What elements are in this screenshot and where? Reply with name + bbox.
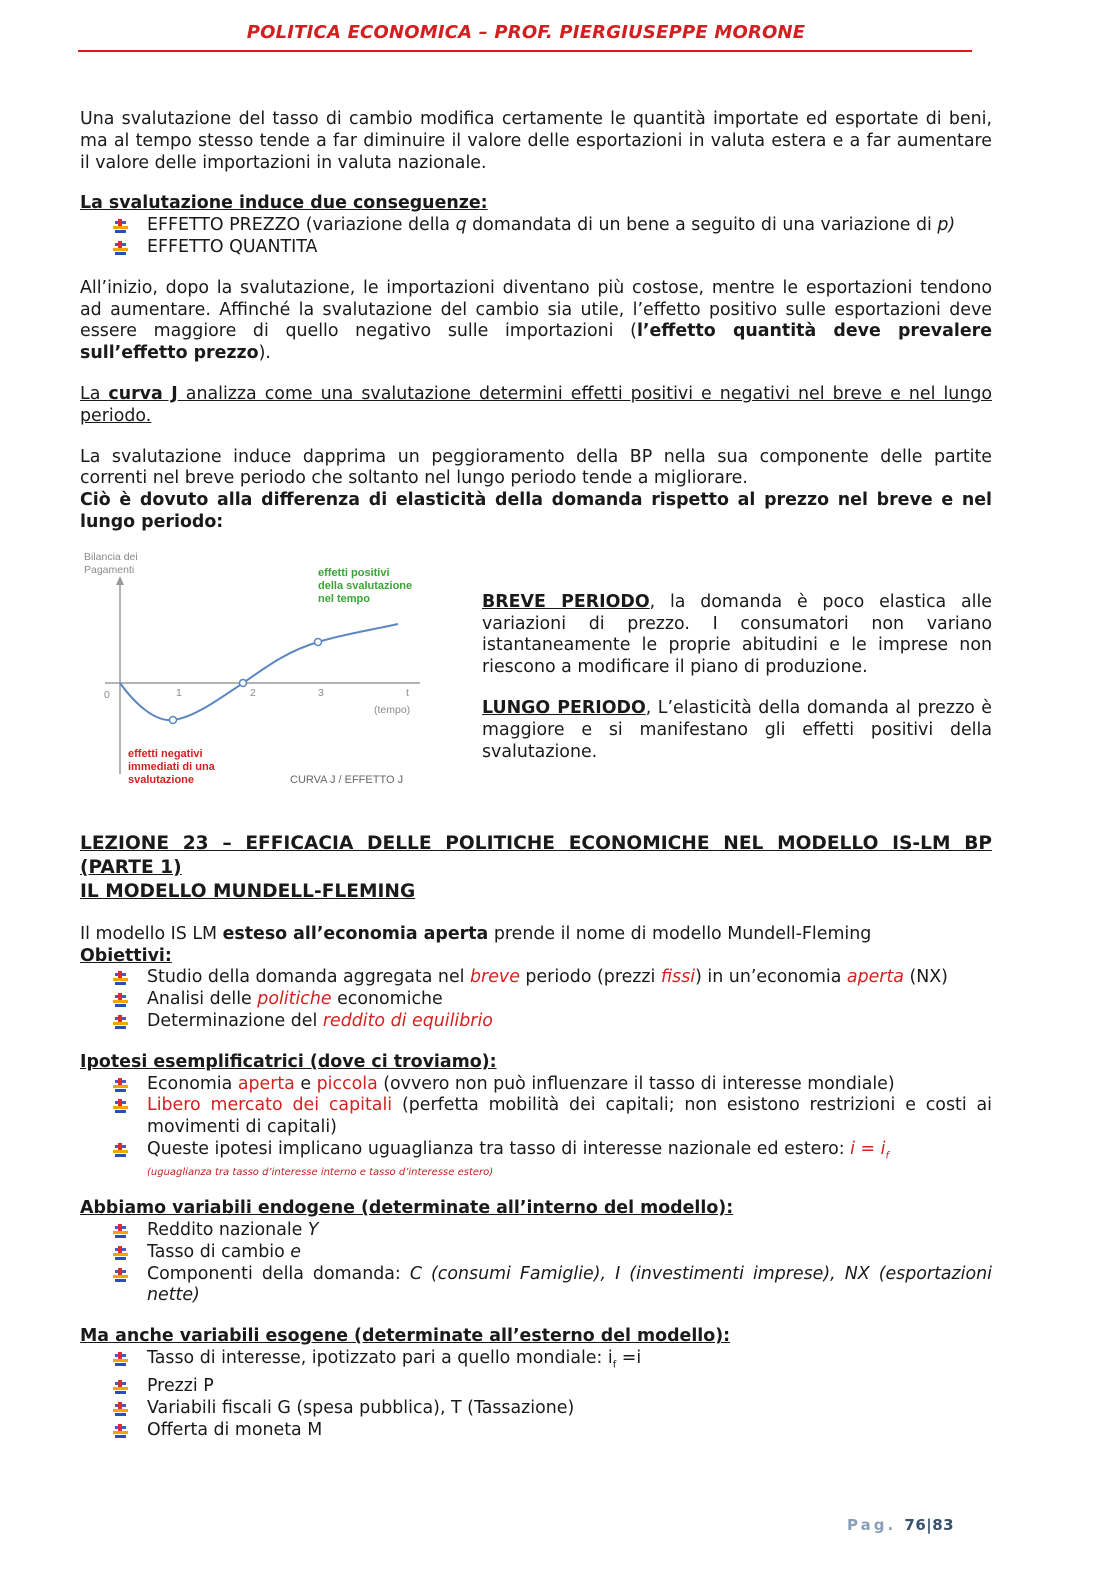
- objective1-a: Studio della domanda aggregata nel: [147, 967, 471, 988]
- effect-price-a: EFFETTO PREZZO (variazione della: [147, 215, 456, 236]
- objective2-b: economiche: [331, 989, 443, 1010]
- endogenous-list: [80, 1220, 992, 1307]
- objective2-red: politiche: [257, 989, 332, 1010]
- page-content: [80, 109, 992, 1442]
- devaluation-bold: l’effetto quantità deve prevalere sull’effetto prezzo: [80, 321, 992, 364]
- list-item: [80, 1348, 992, 1376]
- curve-point-3: [315, 638, 322, 645]
- negative-label-2: immediati di una: [128, 760, 215, 773]
- tick-1: 1: [176, 686, 182, 699]
- objective1-b: periodo (prezzi: [519, 967, 661, 988]
- objective1-aperta: aperta: [846, 967, 904, 988]
- bullet-arrow-icon: [113, 1015, 128, 1030]
- hyp1-b: (ovvero non può influenzare il tasso di interesse mondiale): [377, 1073, 895, 1094]
- endo2-i: e: [290, 1241, 301, 1262]
- devaluation-text: All’inizio, dopo la svalutazione, le importazioni diventano più costose, mentre le esportazioni tendono ad aumentare. Affinché la svalutazione del cambio sia utile, l’effetto positivo sulle esportazioni deve essere maggiore di quello negativo sulle importazioni (: [80, 277, 992, 342]
- hyp1-e: e: [294, 1073, 317, 1094]
- bullet-arrow-icon: [113, 241, 128, 256]
- list-item: [80, 1420, 992, 1442]
- curve-point-1: [170, 716, 177, 723]
- list-item: [80, 1011, 992, 1033]
- curva-j-bold: curva J: [108, 383, 178, 404]
- list-item: [80, 1074, 992, 1096]
- positive-label-3: nel tempo: [318, 592, 370, 605]
- curve-point-2: [240, 679, 247, 686]
- model-intro: [80, 924, 992, 946]
- hyp1-aperta: aperta: [237, 1073, 295, 1094]
- objective1-breve: breve: [470, 967, 520, 988]
- long-run-label: LUNGO PERIODO: [482, 697, 646, 718]
- j-curve-line: [120, 624, 398, 720]
- endo1-i: Y: [307, 1219, 319, 1240]
- bullet-arrow-icon: [113, 1380, 128, 1395]
- devaluation-paragraph: [80, 278, 992, 365]
- consequences-heading: La svalutazione induce due conseguenze:: [80, 193, 488, 214]
- tick-3: 3: [318, 686, 324, 699]
- tick-t: t: [406, 686, 409, 699]
- elasticity-explanation: [482, 592, 992, 764]
- curva-j-b: analizza come una svalutazione determini effetti positivi e negativi nel breve e nel lungo periodo.: [80, 383, 992, 426]
- list-item: [80, 215, 992, 237]
- list-item: [80, 1139, 992, 1179]
- model-intro-b: prende il nome di modello Mundell-Fleming: [488, 923, 872, 944]
- intro-paragraph: Una svalutazione del tasso di cambio modifica certamente le quantità importate ed esportate di beni, ma al tempo stesso tende a far diminuire il valore delle esportazioni in valuta estera e a far aumentare il valore delle importazioni in valuta nazionale.: [80, 109, 992, 173]
- curve-j-figure: [80, 544, 450, 812]
- consequences-list: [80, 215, 992, 259]
- model-intro-a: Il modello IS LM: [80, 923, 223, 944]
- curve-j-section: [80, 544, 992, 812]
- objective1-fissi: fissi: [660, 967, 696, 988]
- list-item: [80, 967, 992, 989]
- footer-pag-label: Pag.: [847, 1516, 897, 1534]
- exo1-b: =i: [616, 1347, 642, 1368]
- short-run-text: , la domanda è poco elastica alle variazioni di prezzo. I consumatori non variano istantaneamente le proprie abitudini e le imprese non riescono a modificare il piano di produzione.: [482, 591, 992, 678]
- bullet-arrow-icon: [113, 1099, 128, 1114]
- positive-label-1: effetti positivi: [318, 566, 390, 579]
- hyp3-sub: f: [885, 1150, 889, 1162]
- bullet-arrow-icon: [113, 1224, 128, 1239]
- bullet-arrow-icon: [113, 1402, 128, 1417]
- footer-page-number: 76: [904, 1516, 927, 1534]
- bullet-arrow-icon: [113, 1143, 128, 1158]
- list-item: [80, 989, 992, 1011]
- effect-quantity: EFFETTO QUANTITA: [147, 236, 318, 257]
- bullet-arrow-icon: [113, 219, 128, 234]
- curva-j-paragraph: [80, 384, 992, 428]
- endo1-a: Reddito nazionale: [147, 1219, 308, 1240]
- hyp2-b: (perfetta mobilità dei capitali; non esistono restrizioni e costi ai movimenti di capitali): [147, 1095, 992, 1138]
- header-divider: [78, 50, 972, 52]
- negative-label-1: effetti negativi: [128, 747, 203, 760]
- hyp1-a: Economia: [147, 1073, 238, 1094]
- endo3-a: Componenti della domanda:: [147, 1263, 410, 1284]
- objective1-d: (NX): [903, 967, 948, 988]
- list-item: [80, 1242, 992, 1264]
- list-item: [80, 1220, 992, 1242]
- objective3-a: Determinazione del: [147, 1010, 323, 1031]
- effect-price-b: domandata di un bene a seguito di una variazione di: [466, 215, 938, 236]
- model-intro-bold: esteso all’economia aperta: [222, 923, 489, 944]
- objectives-heading: Obiettivi:: [80, 945, 172, 966]
- list-item: [80, 237, 992, 259]
- y-axis-label-1: Bilancia dei: [84, 550, 138, 563]
- hyp3-note: (uguaglianza tra tasso d’interesse interno e tasso d’interesse estero): [147, 1167, 494, 1179]
- long-run-paragraph: [482, 698, 992, 763]
- effect-price-q: q: [455, 215, 467, 236]
- exogenous-list: [80, 1348, 992, 1442]
- exogenous-heading: Ma anche variabili esogene (determinate all’esterno del modello):: [80, 1326, 731, 1347]
- exo1-a: Tasso di interesse, ipotizzato pari a quello mondiale: i: [147, 1347, 613, 1368]
- list-item: [80, 1264, 992, 1308]
- effect-price-p: p): [937, 215, 956, 236]
- exo1-sub: f: [612, 1359, 617, 1371]
- tick-2: 2: [250, 686, 256, 699]
- footer-total-pages: 83: [932, 1516, 955, 1534]
- hyp3-a: Queste ipotesi implicano uguaglianza tra tasso di interesse nazionale ed estero:: [147, 1138, 851, 1159]
- list-item: [80, 1398, 992, 1420]
- bullet-arrow-icon: [113, 1268, 128, 1283]
- elasticity-paragraph: Ciò è dovuto alla differenza di elasticità della domanda rispetto al prezzo nel breve e nel lungo periodo:: [80, 490, 992, 532]
- long-run-text: , L’elasticità della domanda al prezzo è maggiore e si manifestano gli effetti positivi della svalutazione.: [482, 697, 992, 762]
- objective1-c: ) in un’economia: [695, 967, 847, 988]
- objective2-a: Analisi delle: [147, 989, 258, 1010]
- lesson-title: LEZIONE 23 – EFFICACIA DELLE POLITICHE ECONOMICHE NEL MODELLO IS-LM BP (PARTE 1): [80, 832, 992, 878]
- lesson-subtitle: IL MODELLO MUNDELL-FLEMING: [80, 880, 416, 902]
- bullet-arrow-icon: [113, 1078, 128, 1093]
- footer-separator: |: [926, 1516, 933, 1534]
- objectives-list: [80, 967, 992, 1032]
- short-run-label: BREVE PERIODO: [482, 591, 650, 612]
- figure-caption: CURVA J / EFFETTO J: [290, 773, 404, 786]
- short-run-paragraph: [482, 592, 992, 679]
- page-footer: [847, 1516, 954, 1534]
- y-axis-arrow-icon: [116, 576, 124, 585]
- page-header-title: POLITICA ECONOMICA – PROF. PIERGIUSEPPE MORONE: [246, 22, 806, 43]
- hyp2-red: Libero mercato dei capitali: [147, 1095, 393, 1116]
- exo2: Prezzi P: [147, 1376, 214, 1397]
- hypotheses-heading: Ipotesi esemplificatrici (dove ci troviamo):: [80, 1051, 497, 1072]
- exo4: Offerta di moneta M: [147, 1419, 323, 1440]
- hyp1-piccola: piccola: [316, 1073, 378, 1094]
- curva-j-a: La: [80, 383, 109, 404]
- bullet-arrow-icon: [113, 971, 128, 986]
- positive-label-2: della svalutazione: [318, 579, 413, 592]
- negative-label-3: svalutazione: [128, 773, 195, 786]
- exo3: Variabili fiscali G (spesa pubblica), T (Tassazione): [147, 1398, 575, 1419]
- list-item: [80, 1095, 992, 1139]
- bp-paragraph: La svalutazione induce dapprima un peggioramento della BP nella sua componente delle partite correnti nel breve periodo che soltanto nel lungo periodo tende a migliorare.: [80, 446, 992, 489]
- bullet-arrow-icon: [113, 993, 128, 1008]
- endo3-i: C (consumi Famiglie), I (investimenti imprese), NX (esportazioni nette): [147, 1263, 992, 1306]
- bullet-arrow-icon: [113, 1246, 128, 1261]
- tick-0: 0: [104, 688, 110, 701]
- devaluation-end: ).: [258, 343, 271, 364]
- endo2-a: Tasso di cambio: [147, 1241, 291, 1262]
- bullet-arrow-icon: [113, 1352, 128, 1367]
- y-axis-label-2: Pagamenti: [84, 563, 135, 576]
- hypotheses-list: [80, 1074, 992, 1180]
- endogenous-heading: Abbiamo variabili endogene (determinate all’interno del modello):: [80, 1198, 734, 1219]
- objective3-red: reddito di equilibrio: [322, 1010, 493, 1031]
- hyp3-eq: i = i: [850, 1138, 886, 1159]
- time-label: (tempo): [374, 703, 411, 716]
- list-item: [80, 1376, 992, 1398]
- bullet-arrow-icon: [113, 1424, 128, 1439]
